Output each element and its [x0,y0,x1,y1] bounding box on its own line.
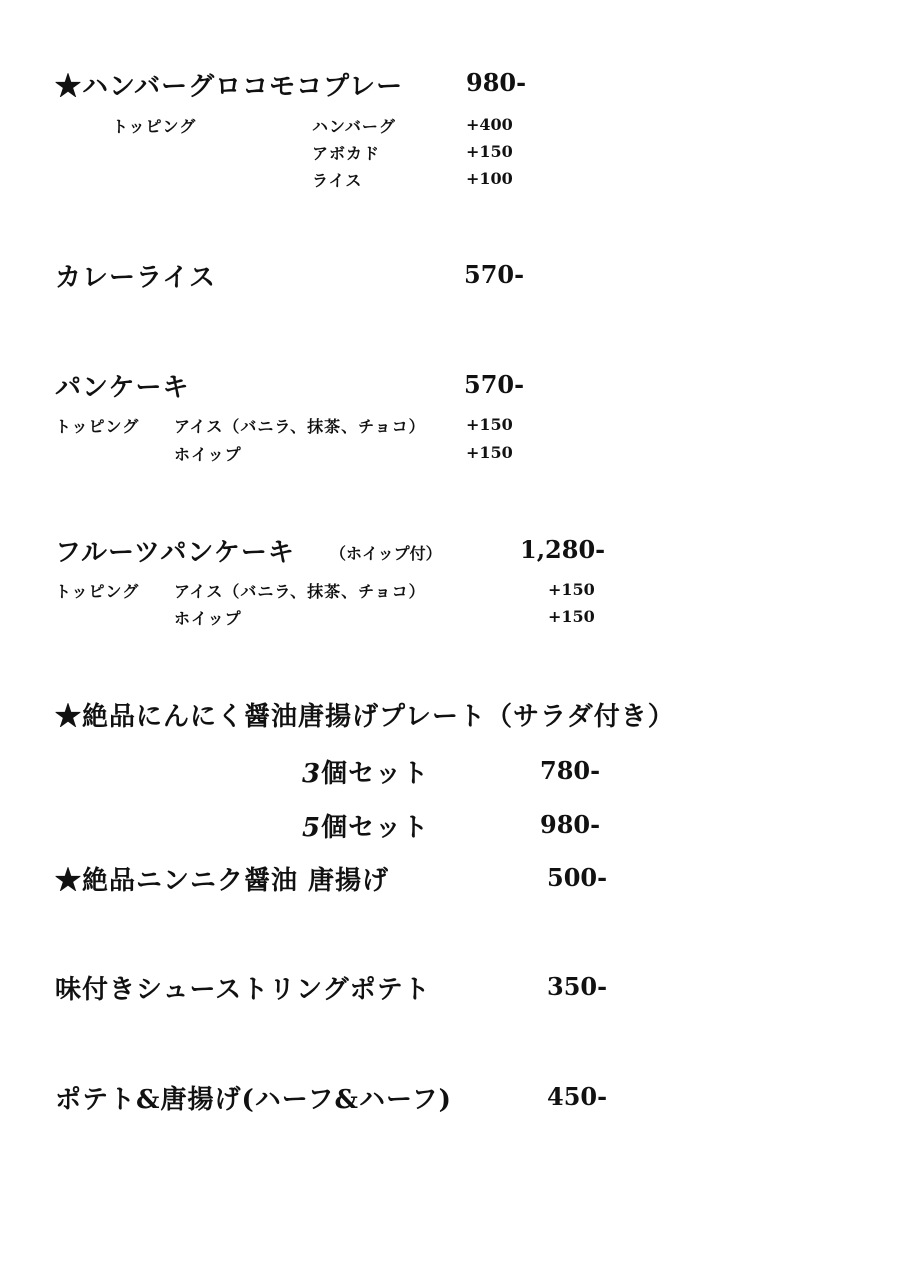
menu-item-loco-moco-price: 980- [466,68,527,97]
menu-item-fruit-pancake-note: （ホイップ付） [330,544,442,563]
menu-item-curry-title: カレーライス [55,263,216,293]
menu-item-karaage-price: 500- [547,863,608,892]
set-label: 個セット [321,759,430,789]
set-price: 780- [540,756,601,785]
menu-item-curry-price: 570- [464,260,525,289]
menu-item-loco-moco-title: ★ハンバーグロコモコプレー [55,72,404,102]
menu-item-pancake-title: パンケーキ [55,373,190,403]
set-count: 5 [302,813,322,843]
topping-label: トッピング [55,417,140,436]
topping-price: +100 [466,169,513,188]
menu-item-fruit-pancake-title: フルーツパンケーキ [55,538,295,568]
topping-name: アイス（バニラ、抹茶、チョコ） [174,417,426,436]
menu-item-karaage-title: ★絶品ニンニク醤油 唐揚げ [55,866,390,896]
topping-label: トッピング [112,117,197,136]
set-count: 3 [302,759,322,789]
menu-item-potato-price: 350- [547,972,608,1001]
set-label: 個セット [321,813,430,843]
topping-name: ホイップ [174,445,242,464]
topping-price: +150 [548,580,595,599]
topping-price: +150 [466,142,513,161]
menu-item-fruit-pancake-price: 1,280- [520,535,606,564]
karaage-set-5 [302,807,429,844]
topping-price: +150 [548,607,595,626]
menu-item-half-price: 450- [547,1082,608,1111]
topping-name: アボカド [312,144,381,163]
menu-item-pancake-price: 570- [464,370,525,399]
topping-label: トッピング [55,582,140,601]
karaage-set-3 [302,753,429,790]
topping-name: ホイップ [174,609,242,628]
topping-price: +150 [466,443,513,462]
topping-price: +400 [466,115,513,134]
topping-name: ハンバーグ [312,117,396,136]
topping-name: アイス（バニラ、抹茶、チョコ） [174,582,426,601]
menu-item-karaage-plate-title: ★絶品にんにく醤油唐揚げプレート（サラダ付き） [55,702,675,732]
set-price: 980- [540,810,601,839]
topping-name: ライス [312,171,363,190]
topping-price: +150 [466,415,513,434]
menu-item-half-title: ポテト&唐揚げ(ハーフ&ハーフ) [55,1085,452,1115]
menu-item-potato-title: 味付きシューストリングポテト [55,975,431,1005]
